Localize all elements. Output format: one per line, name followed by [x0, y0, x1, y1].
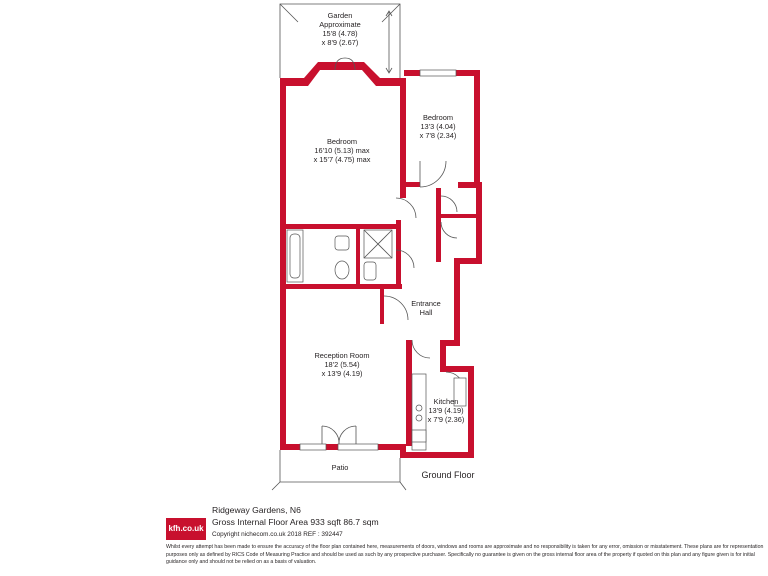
label-bedroom-second — [420, 113, 457, 140]
svg-text:Garden: Garden — [327, 11, 353, 20]
svg-text:Entrance: Entrance — [411, 299, 441, 308]
label-patio — [332, 463, 349, 472]
label-entrance-hall — [411, 299, 441, 317]
disclaimer-text: Whilst every attempt has been made to ensure the accuracy of the floor plan contained here, measurements of doors, windows and rooms are approximate and no responsibility is taken for any error, omission or misstatement. These plans are for representation purposes only as defined by RICS Code of Measuring Practice and should be used as such by any prospective purchaser. Specifically no guarantee is given on the gross internal floor area of the property if quoted on this plan and any figure given is for initial guidance only and should not be relied on as a basis of valuation. — [166, 544, 764, 566]
svg-text:x 7'8 (2.34): x 7'8 (2.34) — [419, 131, 457, 140]
svg-text:Hall: Hall — [419, 308, 433, 317]
svg-text:15'8 (4.78): 15'8 (4.78) — [322, 29, 358, 38]
svg-text:Bedroom: Bedroom — [423, 113, 453, 122]
label-garden — [319, 11, 361, 47]
svg-text:Reception Room: Reception Room — [314, 351, 370, 360]
floor-area: Gross Internal Floor Area 933 sqft 86.7 sqm — [212, 517, 379, 527]
svg-text:x 7'9 (2.36): x 7'9 (2.36) — [427, 415, 465, 424]
svg-text:x 13'9 (4.19): x 13'9 (4.19) — [321, 369, 363, 378]
label-bedroom-main — [314, 137, 371, 164]
svg-text:Patio: Patio — [331, 463, 349, 472]
svg-text:13'3 (4.04): 13'3 (4.04) — [420, 122, 456, 131]
svg-text:16'10 (5.13) max: 16'10 (5.13) max — [314, 146, 370, 155]
svg-text:13'9 (4.19): 13'9 (4.19) — [428, 406, 464, 415]
reception-french-doors — [322, 426, 356, 444]
label-reception-room — [314, 351, 369, 378]
copyright-line: Copyright nichecom.co.uk 2018 REF : 392447 — [212, 531, 343, 538]
property-address: Ridgeway Gardens, N6 — [212, 505, 301, 515]
bay-window — [280, 58, 404, 86]
svg-text:Kitchen: Kitchen — [433, 397, 459, 406]
brand-logo[interactable]: kfh.co.uk — [166, 518, 206, 540]
bathroom-fixtures — [287, 230, 392, 282]
svg-text:Bedroom: Bedroom — [327, 137, 357, 146]
svg-text:x 8'9 (2.67): x 8'9 (2.67) — [321, 38, 359, 47]
floor-label: Ground Floor — [421, 470, 475, 480]
svg-text:Approximate: Approximate — [319, 20, 361, 29]
svg-text:18'2 (5.54): 18'2 (5.54) — [324, 360, 360, 369]
svg-text:x 15'7 (4.75) max: x 15'7 (4.75) max — [313, 155, 371, 164]
